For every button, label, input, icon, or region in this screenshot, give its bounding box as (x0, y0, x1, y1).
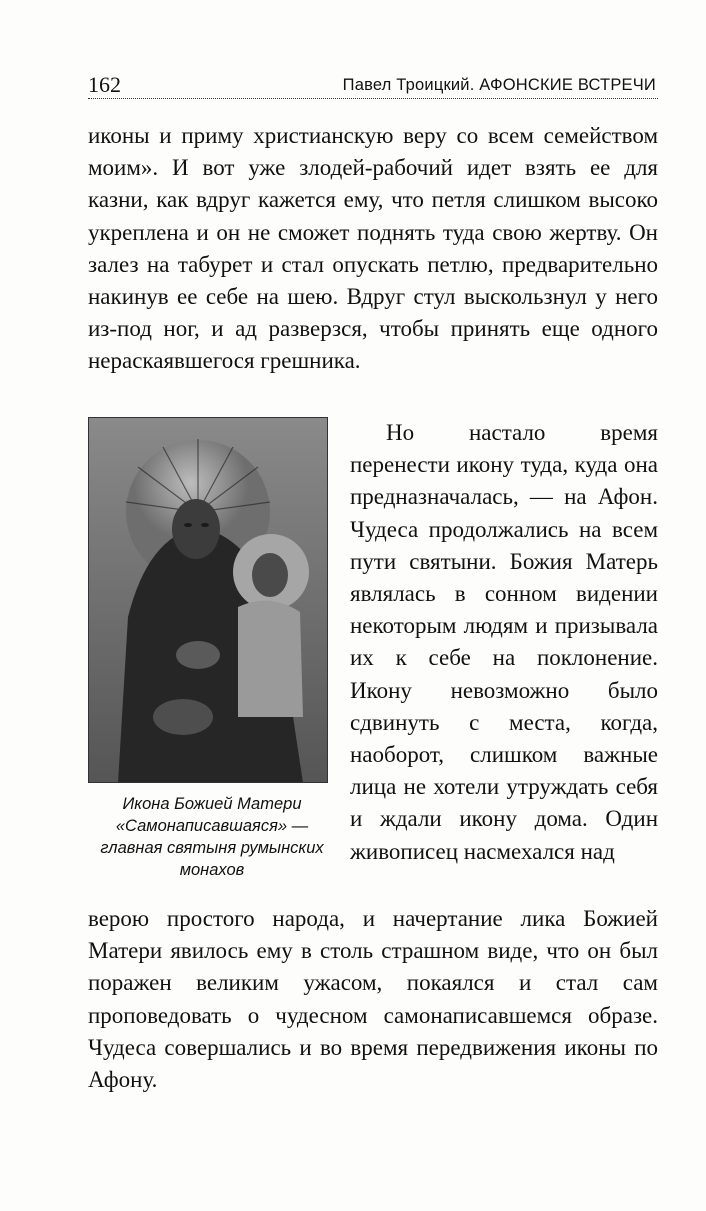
figure-caption: Икона Божией Матери «Самонаписавшаяся» — главная святыня румынских монахов (100, 795, 324, 879)
paragraph-wrap (350, 417, 658, 868)
madonna-icon-image (88, 417, 328, 783)
paragraph-top (88, 120, 658, 378)
paragraph-top-text: иконы и приму христианскую веру со всем семейством моим». И вот уже злодей-рабочий идет взять ее для казни, как вдруг кажется ему, что петля слишком высоко укреплена и он не сможет поднять туда свою жертву. Он залез на табурет и стал опускать петлю, предварительно накинув ее себе на шею. Вдруг стул выскользнул у него из-под ног, и ад разверзся, чтобы принять еще одного нераскаявшегося грешника. (88, 123, 658, 374)
running-head: Павел Троицкий. АФОНСКИЕ ВСТРЕЧИ (342, 76, 656, 94)
paragraph-bottom (88, 903, 658, 1096)
page-number: 162 (88, 72, 121, 97)
paragraph-wrap-text: Но настало время перенести икону туда, куда она предназначалась, — на Афон. Чудеса продолжались на всем пути святыни. Божия Матерь являлась в сонном видении некоторым людям и призывала их к себе на поклонение. Икону невозможно было сдвинуть с места, когда, наоборот, слишком важные лица не хотели утруждать себя и ждали икону дома. Один живописец насмехался над (350, 420, 658, 864)
page-header (88, 72, 658, 99)
icon-illustration (88, 417, 328, 783)
paragraph-bottom-text: верою простого народа, и начертание лика Божией Матери явилось ему в столь страшном виде, что он был поражен великим ужасом, покаялся и стал сам проповедовать о чудесном самонаписавшемся образе. Чудеса совершались и во время передвижения иконы по Афону. (88, 906, 658, 1093)
